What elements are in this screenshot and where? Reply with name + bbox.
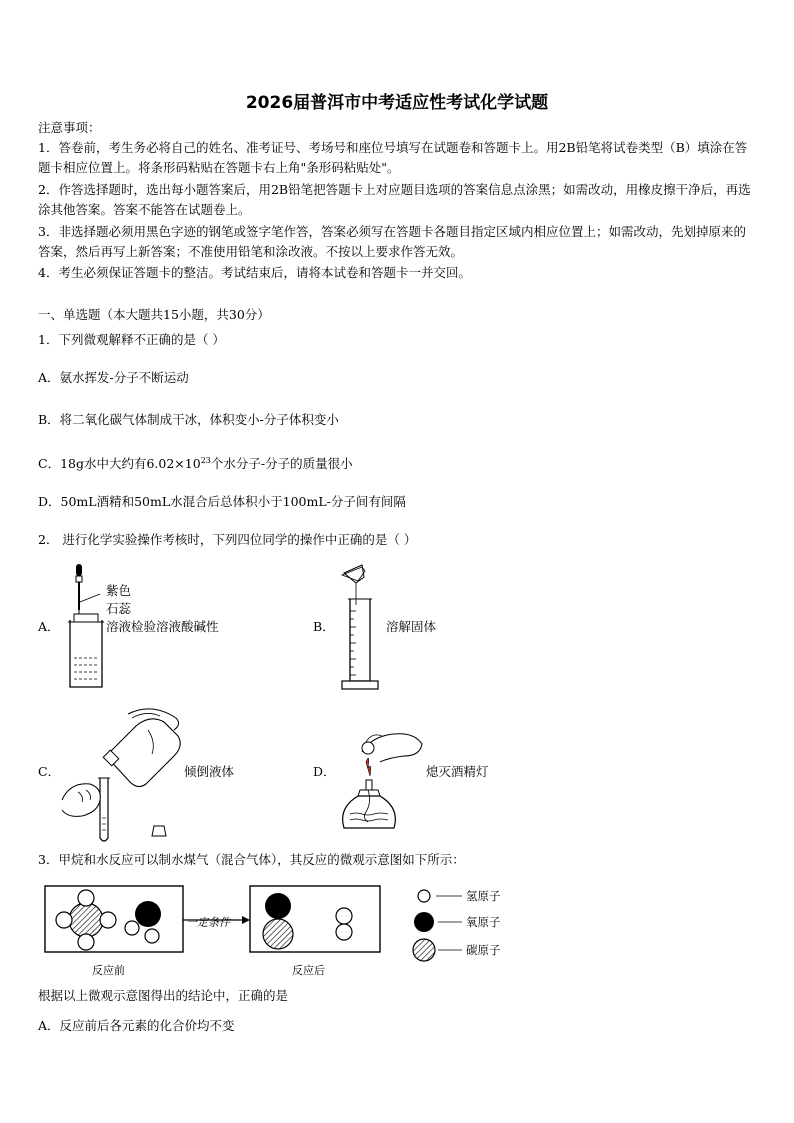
section-heading: 一、单选题（本大题共15小题，共30分） — [38, 307, 270, 322]
q1-stem: 1．下列微观解释不正确的是（ ） — [38, 332, 225, 347]
page-title: 2026届普洱市中考适应性考试化学试题 — [245, 93, 549, 113]
q2-stem: 2． 进行化学实验操作考核时，下列四位同学的操作中正确的是（ ） — [38, 532, 417, 547]
label-pointer — [78, 588, 108, 608]
graduated-cylinder-figure — [336, 563, 386, 693]
arrow-label: 一定条件 — [186, 916, 230, 929]
q2-a-letter: A． — [38, 619, 60, 634]
q2-c-text: 倾倒液体 — [184, 764, 235, 779]
q1-option-c-post: 个水分子-分子的质量很小 — [210, 456, 353, 472]
q2-a-label2: 石蕊 — [106, 601, 132, 616]
q1-option-c — [38, 451, 353, 474]
legend-oxygen: 氧原子 — [466, 915, 501, 929]
q2-d-text: 熄灭酒精灯 — [426, 764, 489, 779]
q2-b-text: 溶解固体 — [386, 619, 437, 634]
q1-option-a: A．氨水挥发-分子不断运动 — [38, 370, 189, 385]
q3-stem: 3．甲烷和水反应可以制水煤气（混合气体），其反应的微观示意图如下所示： — [38, 852, 465, 867]
q3-option-a: A．反应前后各元素的化合价均不变 — [38, 1018, 235, 1033]
q2-d-letter: D． — [313, 764, 336, 779]
oxygen-atom-icon — [414, 912, 434, 932]
note-item-2: 2．作答选择题时，选出每小题答案后，用2B铅笔把答题卡上对应题目选项的答案信息点涂黑；如需改动，用橡皮擦干净后，再选涂其他答案。答案不能答在试题卷上。 — [38, 182, 751, 217]
note-item-3: 3．非选择题必须用黑色字迹的钢笔或签字笔作答，答案必须写在答题卡各题目指定区域内相应位置上；如需改动，先划掉原来的答案，然后再写上新答案；不准使用铅笔和涂改液。不按以上要求作答无效。 — [38, 224, 746, 259]
q2-b-letter: B． — [313, 619, 335, 634]
q1-option-b: B．将二氧化碳气体制成干冰，体积变小-分子体积变小 — [38, 412, 339, 427]
legend-carbon: 碳原子 — [466, 943, 501, 957]
q2-a-label1: 紫色 — [106, 583, 132, 598]
pouring-liquid-figure — [60, 700, 185, 845]
q2-a-text: 溶液检验溶液酸碱性 — [106, 619, 219, 634]
q2-c-letter: C． — [38, 764, 61, 779]
q1-option-c-sup: 23 — [200, 456, 211, 465]
legend-hydrogen: 氢原子 — [466, 889, 501, 903]
q3-conclusion: 根据以上微观示意图得出的结论中，正确的是 — [38, 988, 289, 1003]
note-item-1: 1．答卷前，考生务必将自己的姓名、准考证号、考场号和座位号填写在试题卷和答题卡上。用2B铅笔将试卷类型（B）填涂在答题卡相应位置上。将条形码粘贴在答题卡右上角"条形码粘贴处"。 — [38, 140, 748, 175]
q1-option-c-pre: C．18g水中大约有6.02×10 — [38, 456, 201, 472]
atom-legend — [410, 886, 470, 966]
alcohol-lamp-figure — [336, 722, 426, 834]
q1-option-d: D．50mL酒精和50mL水混合后总体积小于100mL-分子间有间隔 — [38, 494, 406, 509]
note-item-4: 4．考生必须保证答题卡的整洁。考试结束后，请将本试卷和答题卡一并交回。 — [38, 265, 471, 280]
before-label: 反应前 — [92, 964, 125, 977]
after-label: 反应后 — [292, 964, 325, 977]
carbon-atom-icon — [413, 939, 435, 961]
hydrogen-atom-icon — [418, 890, 430, 902]
notes-heading: 注意事项： — [38, 120, 101, 135]
